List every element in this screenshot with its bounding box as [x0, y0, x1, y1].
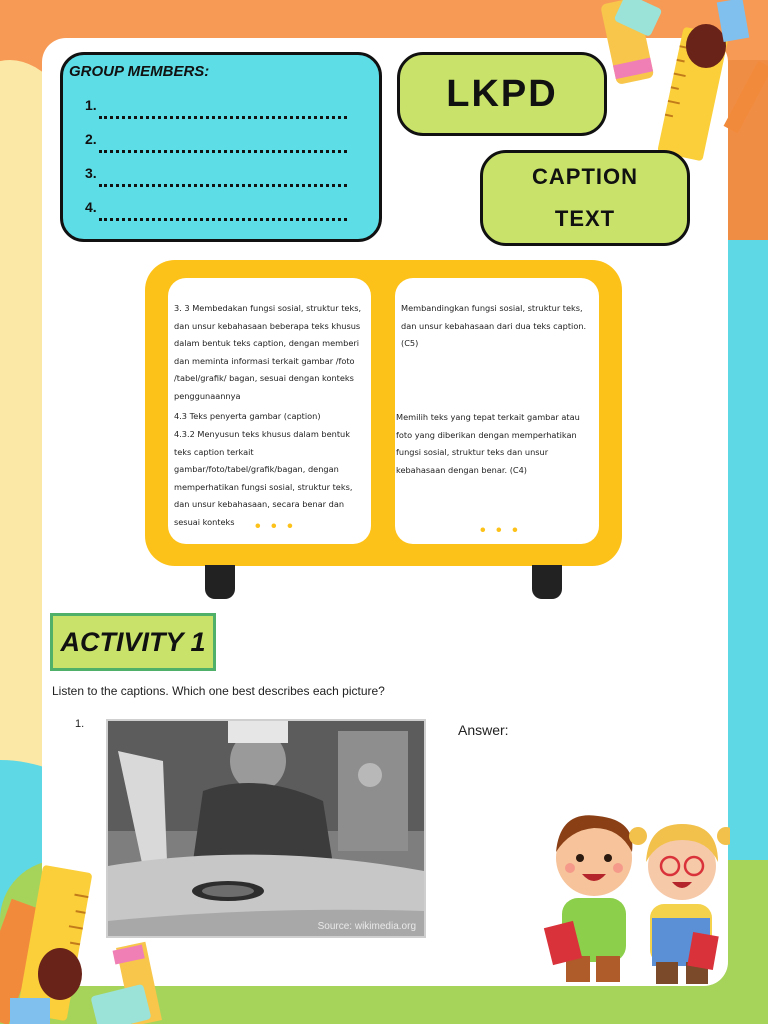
- member-number-4: 4.: [85, 199, 97, 215]
- group-members-box: [60, 52, 382, 242]
- baker-decorating-cake-photo: [106, 719, 426, 938]
- kd-point-4-3-2: 4.3.2 Menyusun teks khusus dalam bentuk teks caption terkait gambar/foto/tabel/grafik/bagan, dengan memperhatikan fungsi sosial, struktur teks, dan unsur kebahasaan, secara benar dan sesuai konteks: [174, 429, 353, 527]
- member-blank-2[interactable]: [99, 149, 347, 153]
- member-number-2: 2.: [85, 131, 97, 147]
- member-number-3: 3.: [85, 165, 97, 181]
- member-blank-3[interactable]: [99, 183, 347, 187]
- question-number: 1.: [75, 718, 85, 730]
- answer-label: Answer:: [458, 722, 509, 738]
- member-number-1: 1.: [85, 97, 97, 113]
- activity-instruction: Listen to the captions. Which one best describes each picture?: [52, 684, 385, 698]
- board-leg-right: [532, 565, 562, 599]
- photo-source: Source: wikimedia.org: [317, 921, 416, 932]
- kd-point-3-3: 3. 3 Membedakan fungsi sosial, struktur teks, dan unsur kebahasaan beberapa teks khusus dalam bentuk teks caption, dengan memberi dan meminta informasi terkait gambar /foto /tabel/grafik/ bagan, sesuai dengan konteks penggunaannya: [174, 303, 362, 401]
- caption-title-line2: TEXT: [554, 206, 616, 231]
- photo-illustration: [108, 721, 424, 936]
- board-leg-left: [205, 565, 235, 599]
- children-illustration-icon: [540, 806, 730, 986]
- caption-title-line1: CAPTION: [532, 164, 638, 189]
- kompetensi-ellipsis: • • •: [255, 518, 296, 535]
- activity-title: ACTIVITY 1: [50, 613, 216, 671]
- member-blank-4[interactable]: [99, 217, 347, 221]
- caption-text-title: [480, 150, 690, 246]
- kd-point-4-3: 4.3 Teks penyerta gambar (caption): [174, 411, 321, 421]
- stationery-top-icon: [600, 0, 768, 170]
- indikator-c5: Membandingkan fungsi sosial, struktur teks, dan unsur kebahasaan dari dua teks caption. (C5): [401, 303, 587, 348]
- indikator-c4: Memilih teks yang tepat terkait gambar atau foto yang diberikan dengan memperhatikan fungsi sosial, struktur teks dan unsur kebahasaan dengan benar. (C4): [396, 412, 580, 475]
- indikator-ellipsis: • • •: [480, 522, 521, 539]
- lkpd-title: LKPD: [397, 52, 607, 136]
- group-members-title: GROUP MEMBERS:: [69, 63, 210, 80]
- member-blank-1[interactable]: [99, 115, 347, 119]
